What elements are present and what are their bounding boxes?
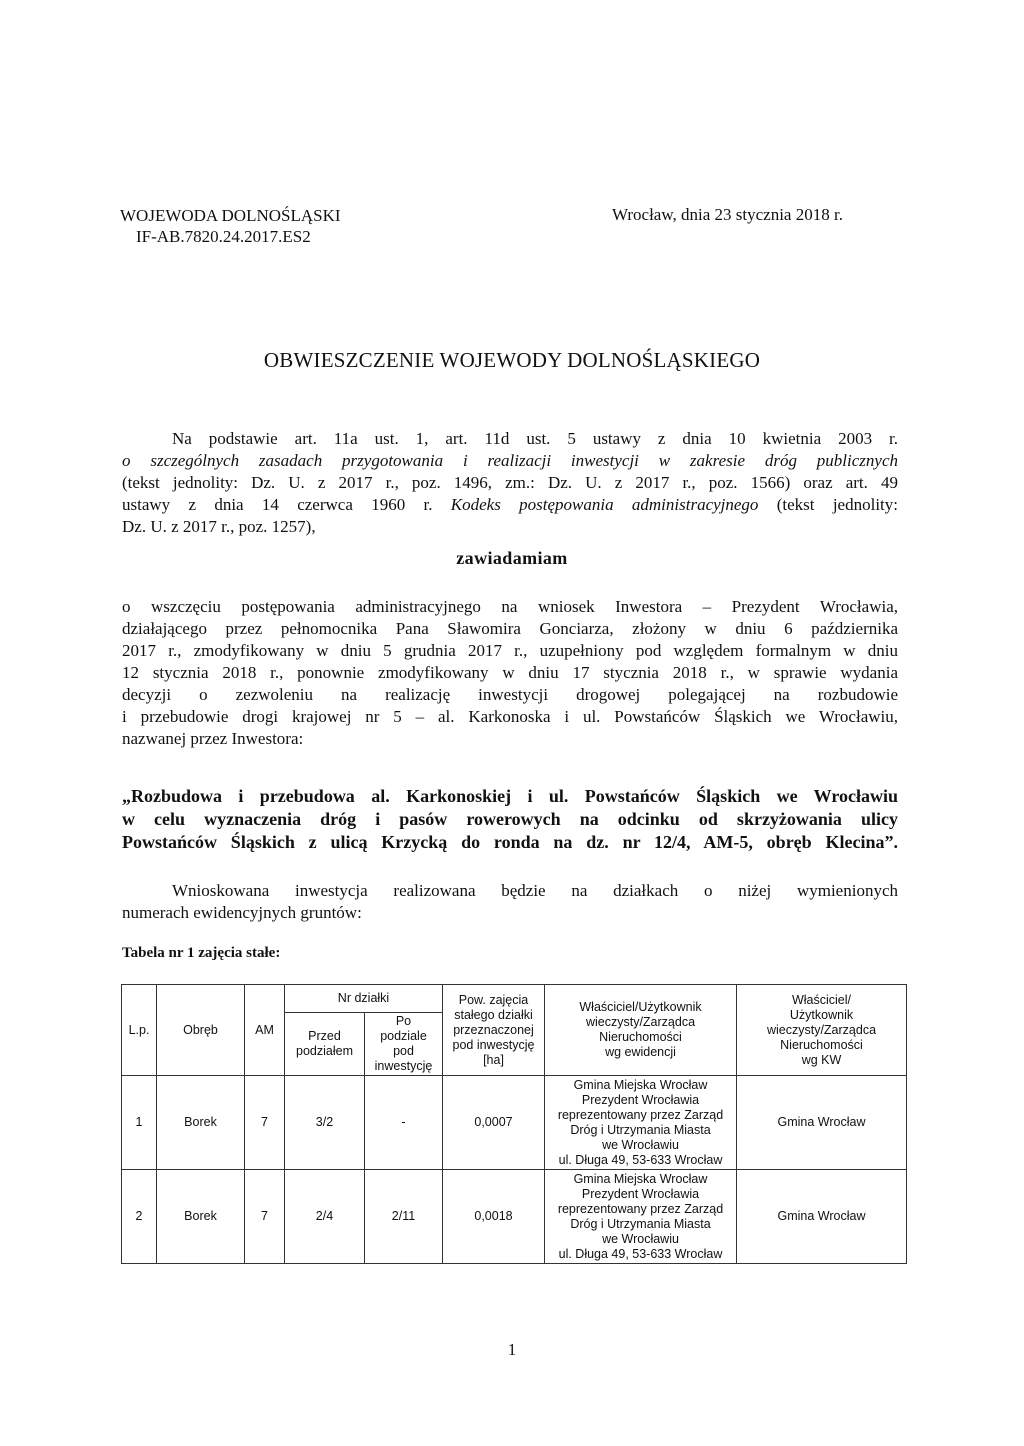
cell-obreb: Borek — [157, 1076, 245, 1170]
legal-basis-line: (tekst jednolity: Dz. U. z 2017 r., poz. 1496, zm.: Dz. U. z 2017 r., poz. 1566) oraz art. 49 — [122, 473, 898, 492]
cell-line: Prezydent Wrocławia — [581, 1092, 700, 1107]
header-line: Nieruchomości — [599, 1030, 682, 1044]
reference-number: IF-AB.7820.24.2017.ES2 — [136, 227, 311, 246]
body-paragraph — [122, 596, 898, 750]
investment-name-line: w celu wyznaczenia dróg i pasów rowerowych na odcinku od skrzyżowania ulicy — [122, 809, 898, 829]
header-line: pod inwestycję — [452, 1037, 535, 1052]
table-caption: Tabela nr 1 zajęcia stałe: — [122, 945, 281, 961]
header-line: Przed — [308, 1029, 341, 1043]
cell-obreb: Borek — [157, 1170, 245, 1264]
cell-pow: 0,0007 — [443, 1076, 545, 1170]
cell-po: - — [365, 1076, 443, 1170]
body-line: 12 stycznia 2018 r., ponownie zmodyfikowany w dniu 17 stycznia 2018 r., w sprawie wydania — [122, 663, 898, 682]
cell-po: 2/11 — [365, 1170, 443, 1264]
cell-lp: 2 — [122, 1170, 157, 1264]
header-przed — [285, 1013, 365, 1076]
cell-line: Prezydent Wrocławia — [581, 1186, 700, 1201]
plots-intro — [122, 880, 898, 924]
header-line: wieczysty/Zarządca — [585, 1015, 696, 1029]
header-owner-registry — [545, 985, 737, 1076]
header-line: podziale — [380, 1029, 427, 1043]
header-line: Pow. zajęcia — [458, 992, 529, 1007]
cell-line: we Wrocławiu — [602, 1231, 679, 1246]
authority-name: WOJEWODA DOLNOŚLĄSKI — [120, 206, 341, 225]
legal-basis-line: Dz. U. z 2017 r., poz. 1257), — [122, 517, 316, 536]
header-line: wieczysty/Zarządca — [766, 1022, 877, 1037]
header-line: stałego działki — [454, 1007, 533, 1022]
header-line: inwestycję — [374, 1059, 433, 1073]
plots-intro-line: numerach ewidencyjnych gruntów: — [122, 903, 362, 922]
page-number: 1 — [507, 1340, 517, 1359]
investment-name — [122, 785, 898, 854]
cell-line: Gmina Miejska Wrocław — [573, 1077, 708, 1092]
cell-line: ul. Długa 49, 53-633 Wrocław — [558, 1246, 723, 1261]
place-date: Wrocław, dnia 23 stycznia 2018 r. — [612, 205, 843, 224]
header-left — [120, 205, 341, 247]
cell-przed: 2/4 — [285, 1170, 365, 1264]
legal-basis-code-title: Kodeks postępowania administracyjnego — [450, 495, 759, 514]
cell-owner-registry — [545, 1170, 737, 1264]
table-row — [122, 1170, 907, 1264]
legal-basis-fragment: (tekst jednolity: — [758, 495, 898, 514]
cell-line: reprezentowany przez Zarząd — [557, 1107, 724, 1122]
header-line: Po — [395, 1014, 412, 1028]
header-line: Użytkownik — [789, 1007, 854, 1022]
cell-line: we Wrocławiu — [602, 1137, 679, 1152]
cell-am: 7 — [245, 1170, 285, 1264]
legal-basis-line: Na podstawie art. 11a ust. 1, art. 11d ust. 5 ustawy z dnia 10 kwietnia 2003 r. — [172, 429, 898, 448]
cell-owner-registry — [545, 1076, 737, 1170]
investment-name-line: „Rozbudowa i przebudowa al. Karkonoskiej i ul. Powstańców Śląskich we Wrocławiu — [122, 786, 898, 806]
table-header-row — [122, 985, 907, 1013]
header-line: pod — [393, 1044, 414, 1058]
header-po — [365, 1013, 443, 1076]
legal-basis-paragraph — [122, 428, 898, 538]
header-obreb: Obręb — [157, 985, 245, 1076]
header-line: wg ewidencji — [605, 1045, 676, 1059]
cell-line: ul. Długa 49, 53-633 Wrocław — [558, 1152, 723, 1167]
header-line: wg KW — [801, 1052, 842, 1067]
cell-line: Dróg i Utrzymania Miasta — [570, 1216, 711, 1231]
header-owner-land-register — [737, 985, 907, 1076]
cell-line: reprezentowany przez Zarząd — [557, 1201, 724, 1216]
investment-name-line: Powstańców Śląskich z ulicą Krzycką do ronda na dz. nr 12/4, AM-5, obręb Klecina”. — [122, 832, 898, 852]
header-line: Właściciel/Użytkownik — [579, 1000, 702, 1014]
table-row — [122, 1076, 907, 1170]
cell-przed: 3/2 — [285, 1076, 365, 1170]
cell-owner-land-register: Gmina Wrocław — [737, 1170, 907, 1264]
cell-owner-land-register: Gmina Wrocław — [737, 1076, 907, 1170]
legal-basis-fragment: ustawy z dnia 14 czerwca 1960 r. — [122, 495, 451, 514]
cell-lp: 1 — [122, 1076, 157, 1170]
legal-basis-line: o szczególnych zasadach przygotowania i realizacji inwestycji w zakresie dróg publicznych — [122, 451, 898, 470]
body-line: 2017 r., zmodyfikowany w dniu 5 grudnia 2017 r., uzupełniony pod względem formalnym w dniu — [122, 641, 898, 660]
header-nr-dzialki: Nr działki — [285, 985, 443, 1013]
header-am: AM — [245, 985, 285, 1076]
cell-line: Gmina Miejska Wrocław — [573, 1171, 708, 1186]
body-line: i przebudowie drogi krajowej nr 5 – al. Karkonoska i ul. Powstańców Śląskich we Wrocławiu, — [122, 707, 898, 726]
document-title: OBWIESZCZENIE WOJEWODY DOLNOŚLĄSKIEGO — [263, 348, 761, 372]
body-line: nazwanej przez Inwestora: — [122, 729, 304, 748]
header-line: Właściciel/ — [791, 992, 852, 1007]
plots-table — [121, 984, 907, 1264]
cell-pow: 0,0018 — [443, 1170, 545, 1264]
cell-am: 7 — [245, 1076, 285, 1170]
body-line: decyzji o zezwoleniu na realizację inwestycji drogowej polegającej na rozbudowie — [122, 685, 898, 704]
plots-intro-line: Wnioskowana inwestycja realizowana będzie na działkach o niżej wymienionych — [172, 881, 898, 900]
body-line: działającego przez pełnomocnika Pana Sławomira Gonciarza, złożony w dniu 6 października — [122, 619, 898, 638]
legal-basis-line — [122, 494, 898, 516]
header-line: podziałem — [296, 1044, 353, 1058]
cell-line: Dróg i Utrzymania Miasta — [570, 1122, 711, 1137]
header-pow — [443, 985, 545, 1076]
header-line: Nieruchomości — [780, 1037, 863, 1052]
header-line: przeznaczonej — [453, 1022, 534, 1037]
notice-word: zawiadamiam — [456, 548, 568, 568]
header-lp: L.p. — [122, 985, 157, 1076]
body-line: o wszczęciu postępowania administracyjnego na wniosek Inwestora – Prezydent Wrocławia, — [122, 597, 898, 616]
header-line: [ha] — [483, 1052, 504, 1067]
